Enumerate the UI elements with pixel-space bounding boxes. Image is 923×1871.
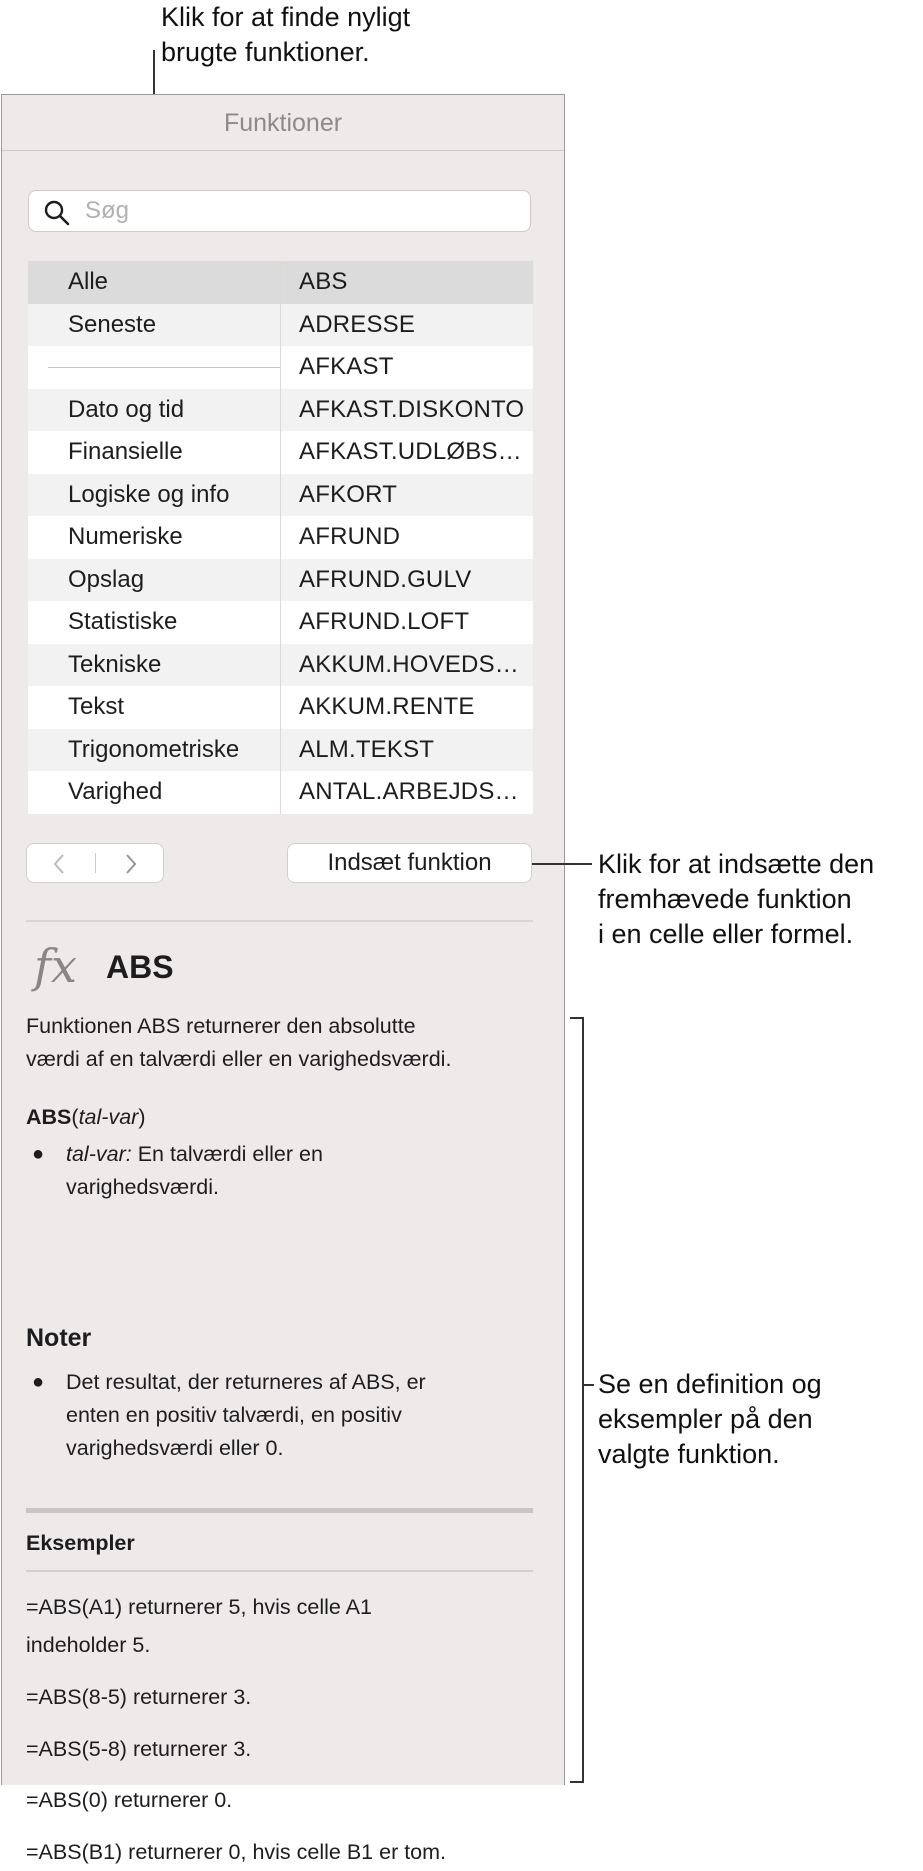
argument-text-line: varighedsværdi. [66, 1175, 219, 1199]
callout-definition [598, 1367, 822, 1472]
function-item[interactable]: AFKORT [281, 474, 533, 517]
function-item[interactable]: AKKUM.HOVEDS… [281, 644, 533, 687]
category-item-numeriske[interactable]: Numeriske [68, 523, 183, 550]
notes-line: varighedsværdi eller 0. [66, 1436, 284, 1460]
fx-icon: fx [34, 939, 77, 993]
insert-function-button[interactable]: Indsæt funktion [287, 843, 532, 883]
panel-title: Funktioner [223, 109, 343, 137]
category-item-seneste[interactable]: Seneste [28, 304, 281, 347]
category-separator [28, 346, 281, 389]
nav-divider [95, 853, 96, 873]
example-line: =ABS(0) returnerer 0. [26, 1788, 233, 1812]
syntax-open: ( [71, 1105, 79, 1129]
function-browser [28, 261, 533, 814]
example-line: =ABS(A1) returnerer 5, hvis celle A1 [26, 1595, 372, 1619]
function-description [26, 1010, 536, 1076]
callout-definition-line1: Se en definition og [598, 1369, 822, 1399]
syntax-close: ) [138, 1105, 146, 1129]
category-item-opslag[interactable]: Opslag [28, 559, 281, 602]
callout-definition-tick [582, 1384, 594, 1386]
function-item[interactable]: ABS [281, 261, 533, 304]
function-item[interactable]: AFKAST.UDLØBS… [299, 438, 522, 465]
syntax-argument: tal-var [78, 1105, 139, 1129]
callout-recent-line1: Klik for at finde nyligt [161, 2, 411, 32]
callout-recent-line2: brugte funktioner. [161, 37, 370, 67]
category-item-statistiske[interactable]: Statistiske [68, 608, 178, 635]
notes-text [66, 1366, 506, 1465]
examples-divider [26, 1508, 533, 1513]
example-line: indeholder 5. [26, 1633, 151, 1657]
function-syntax [26, 1101, 536, 1134]
search-input[interactable] [85, 191, 515, 231]
callout-recent [161, 0, 410, 70]
chevron-left-icon[interactable] [51, 852, 67, 876]
category-item-tekst[interactable]: Tekst [68, 693, 125, 720]
search-icon [43, 199, 71, 227]
title-divider [2, 150, 564, 151]
notes-line: enten en positiv talværdi, en positiv [66, 1403, 402, 1427]
function-item[interactable]: ANTAL.ARBEJDS… [299, 778, 519, 805]
callout-definition-bracket-bottom [570, 1781, 584, 1783]
function-item[interactable]: AFRUND [299, 523, 401, 550]
example-line: =ABS(5-8) returnerer 3. [26, 1737, 252, 1761]
history-nav [26, 843, 164, 883]
function-item[interactable]: AFKAST.DISKONTO [281, 389, 533, 432]
category-item-dato-og-tid[interactable]: Dato og tid [28, 389, 281, 432]
callout-insert-line1: Klik for at indsætte den [598, 849, 875, 879]
category-list [28, 261, 281, 814]
category-item-trigonometriske[interactable]: Trigonometriske [28, 729, 281, 772]
detail-divider [26, 920, 533, 922]
function-list [281, 261, 533, 814]
function-item[interactable]: AFKAST [299, 353, 394, 380]
category-item-finansielle[interactable]: Finansielle [68, 438, 183, 465]
functions-panel [1, 94, 565, 1864]
category-item-logiske-og-info[interactable]: Logiske og info [28, 474, 281, 517]
function-item[interactable]: ADRESSE [281, 304, 533, 347]
callout-definition-bracket [582, 1017, 584, 1783]
callout-definition-line3: valgte funktion. [598, 1439, 780, 1469]
callout-definition-line2: eksempler på den [598, 1404, 813, 1434]
argument-description [66, 1138, 506, 1204]
examples-heading: Eksempler [26, 1531, 135, 1555]
function-item[interactable]: AFRUND.GULV [281, 559, 533, 602]
argument-name: tal-var: [66, 1142, 132, 1166]
example-line: =ABS(B1) returnerer 0, hvis celle B1 er tom. [26, 1840, 447, 1864]
notes-heading: Noter [26, 1324, 92, 1352]
example-line: =ABS(8-5) returnerer 3. [26, 1685, 252, 1709]
category-item-tekniske[interactable]: Tekniske [28, 644, 281, 687]
bullet-icon: ● [32, 1143, 45, 1165]
examples-heading-divider [26, 1570, 533, 1572]
description-line: værdi af en talværdi eller en varighedsværdi. [26, 1047, 452, 1071]
bullet-icon: ● [32, 1371, 45, 1393]
function-item[interactable]: AFRUND.LOFT [299, 608, 470, 635]
description-line: Funktionen ABS returnerer den absolutte [26, 1014, 416, 1038]
function-title: ABS [106, 949, 174, 985]
function-item[interactable]: AKKUM.RENTE [299, 693, 475, 720]
search-field[interactable] [28, 190, 531, 232]
function-item[interactable]: ALM.TEKST [281, 729, 533, 772]
callout-insert-line3: i en celle eller formel. [598, 919, 854, 949]
category-item-varighed[interactable]: Varighed [68, 778, 163, 805]
chevron-right-icon[interactable] [123, 852, 139, 876]
callout-insert [598, 847, 874, 952]
argument-text: En talværdi eller en [131, 1142, 323, 1166]
syntax-name: ABS [26, 1105, 72, 1129]
callout-insert-line2: fremhævede funktion [598, 884, 852, 914]
callout-insert-leader [532, 863, 592, 865]
category-item-alle[interactable]: Alle [28, 261, 281, 304]
notes-line: Det resultat, der returneres af ABS, er [66, 1370, 426, 1394]
